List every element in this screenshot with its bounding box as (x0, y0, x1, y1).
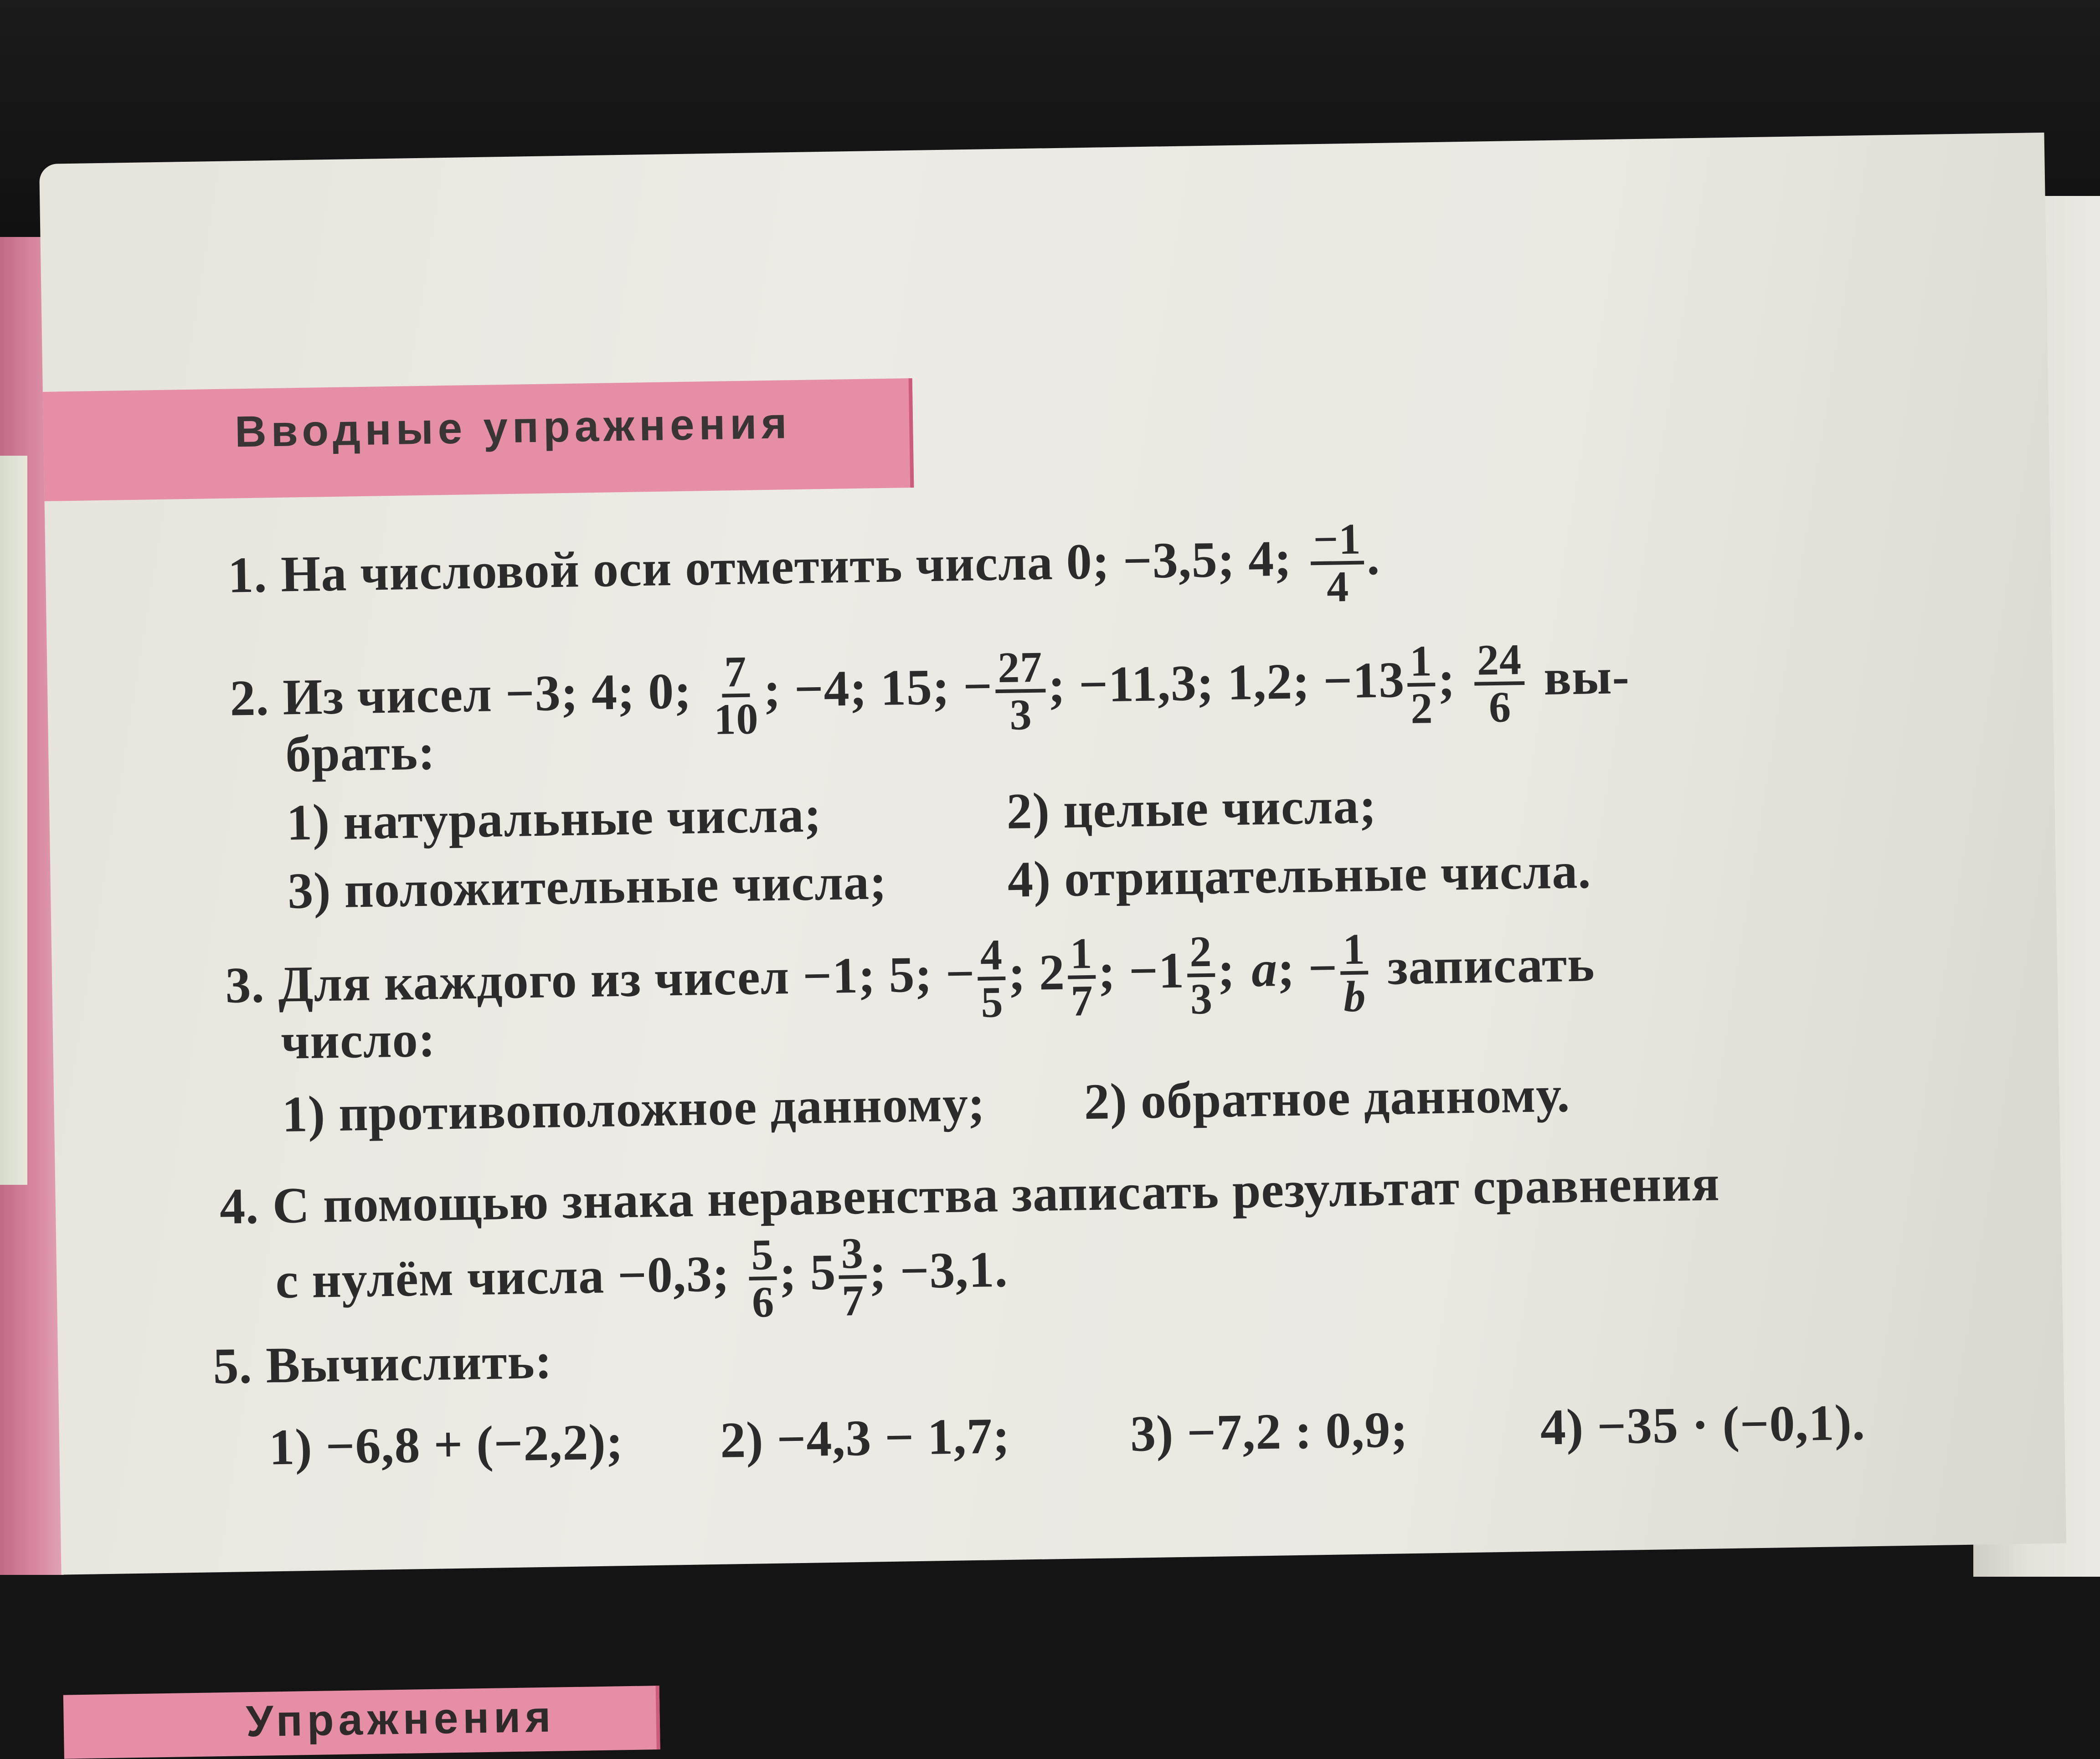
exercise-3: 3. Для каждого из чисел −1; 5; − $\frac{4}{5}$ ; 2 $\frac{1}{7}$ ; −1 $\frac{2}{3}$ ; a; − $\frac{1}{b}$ записать (225, 924, 1596, 1027)
fraction: $\frac{3}{7}$ (838, 1231, 867, 1323)
exercise-5-item-3: 3) −7,2 : 0,9; (1130, 1401, 1409, 1462)
exercise-2-item-1: 1) натуральные числа; (286, 786, 822, 851)
fraction: $\frac{2}{3}$ (1186, 930, 1215, 1021)
exercise-2-item-4: 4) отрицательные числа. (1007, 842, 1592, 908)
exercise-text: На числовой оси отметить числа 0; −3,5; 4; (280, 530, 1292, 603)
fraction: $\frac{24}{6}$ (1474, 638, 1525, 730)
fraction: $\frac{-1}{4}$ (1310, 517, 1365, 609)
exercise-5-item-1: 1) −6,8 + (−2,2); (268, 1414, 624, 1476)
exercise-5: 5. Вычислить: (212, 1332, 553, 1395)
fraction: $\frac{1}{b}$ (1340, 927, 1369, 1018)
exercise-5-item-2: 2) −4,3 − 1,7; (720, 1407, 1011, 1469)
exercise-number: 4. (219, 1178, 259, 1235)
left-page-edge (0, 456, 27, 1185)
exercise-2-item-2: 2) целые числа; (1006, 777, 1377, 840)
fraction: $\frac{27}{3}$ (995, 645, 1046, 737)
fraction: $\frac{4}{5}$ (977, 933, 1006, 1024)
exercise-4-continuation: с нулём числа −0,3; $\frac{5}{6}$ ; 5 $\frac{3}{7}$ ; −3,1. (275, 1228, 1009, 1327)
fraction: $\frac{1}{2}$ (1407, 639, 1436, 730)
exercise-2-continuation: брать: (285, 724, 436, 783)
exercise-1: 1. На числовой оси отметить числа 0; −3,5; 4; $\frac{-1}{4}$ . (227, 514, 1380, 611)
exercise-4: 4. С помощью знака неравенства записать результат сравнения (219, 1155, 1720, 1235)
exercise-number: 1. (227, 546, 268, 604)
fraction: $\frac{7}{10}$ (713, 647, 759, 744)
exercise-number: 2. (229, 669, 270, 727)
exercise-number: 5. (212, 1337, 253, 1395)
exercise-3-item-1: 1) противоположное данному; (281, 1075, 986, 1143)
textbook-page (39, 133, 2066, 1746)
exercise-2: 2. Из чисел −3; 4; 0; $\frac{7}{10}$ ; −4; 15; − $\frac{27}{3}$ ; −11,3; 1,2; −13 $\frac{1}{2}$ ; $\frac{24}{6}$ вы- (229, 635, 1630, 744)
section-title: Вводные упражнения (234, 399, 792, 457)
exercise-5-item-4: 4) −35 · (−0,1). (1539, 1394, 1866, 1456)
exercise-3-continuation: число: (280, 1011, 436, 1070)
next-section-title: Упражнения (245, 1692, 556, 1746)
fraction: $\frac{1}{7}$ (1067, 931, 1096, 1023)
exercise-number: 3. (225, 957, 265, 1014)
variable-a: a (1251, 941, 1278, 998)
exercise-2-item-3: 3) положительные числа; (287, 853, 888, 920)
exercise-3-item-2: 2) обратное данному. (1083, 1066, 1571, 1131)
fraction: $\frac{5}{6}$ (748, 1233, 777, 1324)
